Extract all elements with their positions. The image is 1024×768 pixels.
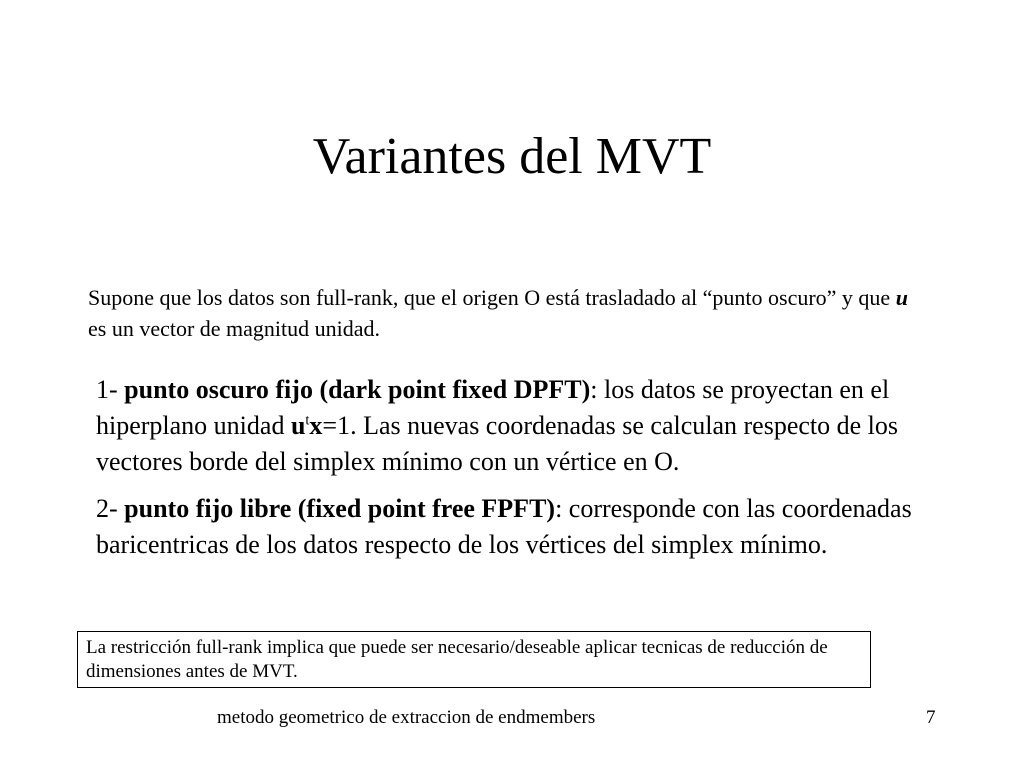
- variant-dpft: [96, 372, 936, 480]
- variant-fpft: [96, 491, 936, 563]
- intro-paragraph: [88, 282, 908, 344]
- intro-text-part-1: Supone que los datos son full-rank, que el origen O está trasladado al “punto oscuro” y que: [88, 285, 896, 310]
- variant-dpft-text-1: : los datos se proyectan en el hiperplano unidad: [96, 375, 890, 440]
- variant-dpft-number: 1-: [96, 375, 125, 404]
- intro-vector-u: u: [895, 285, 908, 310]
- variant-dpft-u: u: [290, 411, 306, 440]
- variant-dpft-text-2: =1. Las nuevas coordenadas se calculan respecto de los vectores borde del simplex mínimo con un vértice en O.: [96, 411, 899, 476]
- variant-fpft-text: : corresponde con las coordenadas baricentricas de los datos respecto de los vértices del simplex mínimo.: [96, 494, 912, 559]
- variant-fpft-number: 2-: [96, 494, 125, 523]
- slide-title: Variantes del MVT: [312, 128, 712, 185]
- variant-dpft-x: x: [309, 411, 323, 440]
- variant-fpft-name: punto fijo libre (fixed point free FPFT): [124, 494, 556, 523]
- intro-text-part-2: es un vector de magnitud unidad.: [88, 316, 381, 341]
- variant-dpft-transpose: t: [305, 412, 310, 429]
- page-number: 7: [926, 707, 936, 728]
- note-box: La restricción full-rank implica que puede ser necesario/deseable aplicar tecnicas de reducción de dimensiones antes de MVT.: [77, 631, 871, 688]
- footer-text: metodo geometrico de extraccion de endmembers: [217, 707, 596, 728]
- variant-dpft-name: punto oscuro fijo (dark point fixed DPFT): [124, 375, 591, 404]
